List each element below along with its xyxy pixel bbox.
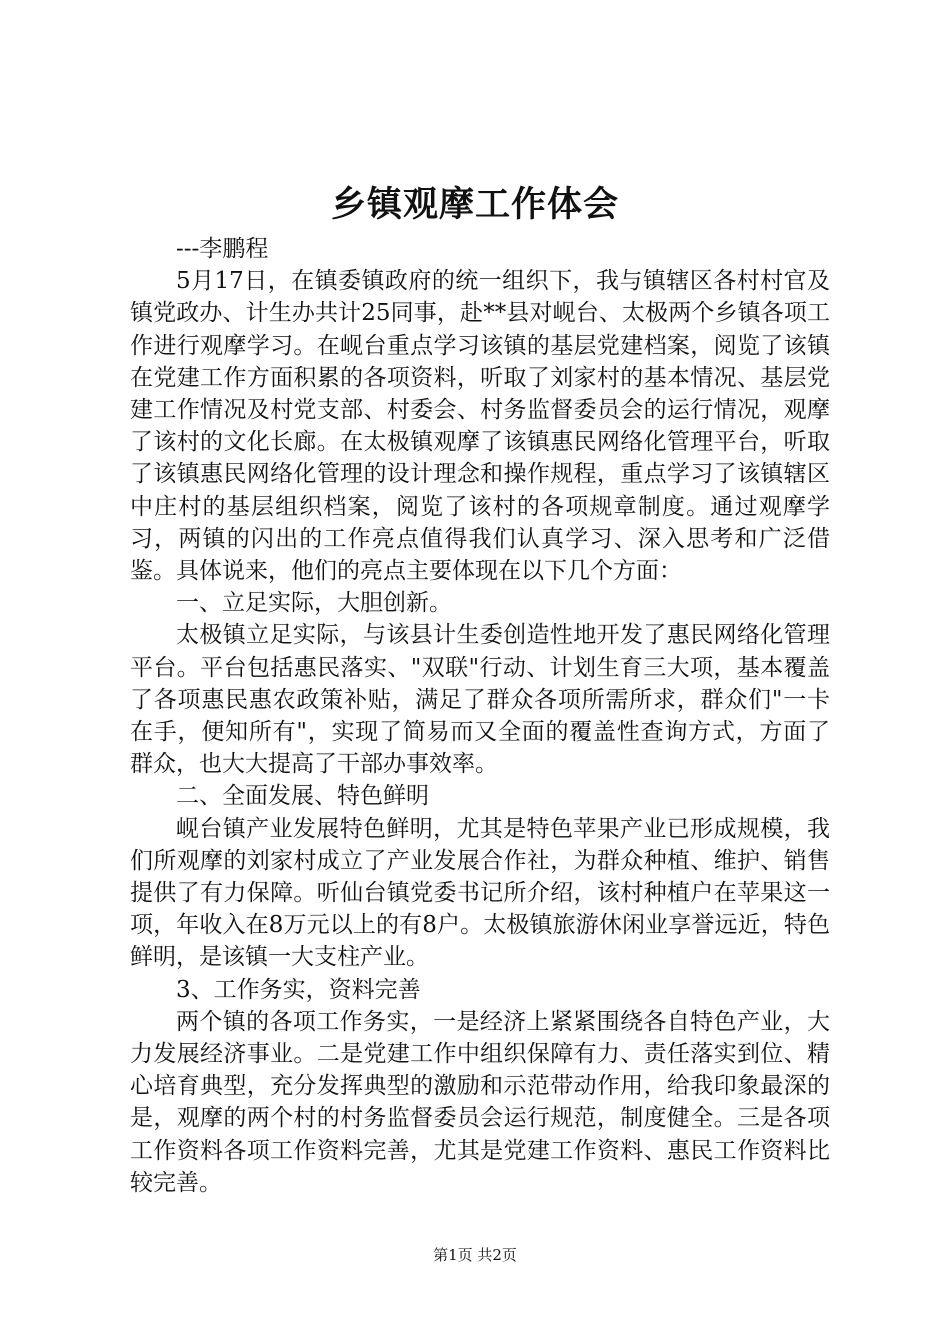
author-line: ---李鹏程: [176, 236, 269, 262]
section-heading-3: 3、工作务实，资料完善: [176, 976, 421, 1003]
page-footer: 第1页 共2页: [433, 1246, 517, 1264]
document-body: [130, 233, 830, 1199]
section-heading-1: 一、立足实际，大胆创新。: [176, 590, 452, 617]
paragraph-section-1: 太极镇立足实际，与该县计生委创造性地开发了惠民网络化管理平台。平台包括惠民落实、"双联"行动、计划生育三大项，基本覆盖了各项惠民惠农政策补贴，满足了群众各项所需所求，群众们"一卡在手，便知所有"，实现了简易而又全面的覆盖性查询方式，方面了群众，也大大提高了干部办事效率。: [130, 622, 830, 778]
section-heading-2: 二、全面发展、特色鲜明: [176, 783, 429, 810]
document-title: 乡镇观摩工作体会: [330, 184, 619, 225]
paragraph-intro: 5月17日，在镇委镇政府的统一组织下，我与镇辖区各村村官及镇党政办、计生办共计25同事，赴**县对岘台、太极两个乡镇各项工作进行观摩学习。在岘台重点学习该镇的基层党建档案，阅览了该镇在党建工作方面积累的各项资料，听取了刘家村的基本情况、基层党建工作情况及村党支部、村委会、村务监督委员会的运行情况，观摩了该村的文化长廊。在太极镇观摩了该镇惠民网络化管理平台，听取了该镇惠民网络化管理的设计理念和操作规程，重点学习了该镇辖区中庄村的基层组织档案，阅览了该村的各项规章制度。通过观摩学习，两镇的闪出的工作亮点值得我们认真学习、深入思考和广泛借鉴。具体说来，他们的亮点主要体现在以下几个方面：: [130, 268, 830, 585]
paragraph-section-3: 两个镇的各项工作务实，一是经济上紧紧围绕各自特色产业，大力发展经济事业。二是党建工作中组织保障有力、责任落实到位、精心培育典型，充分发挥典型的激励和示范带动作用，给我印象最深的是，观摩的两个村的村务监督委员会运行规范，制度健全。三是各项工作资料各项工作资料完善，尤其是党建工作资料、惠民工作资料比较完善。: [130, 1008, 830, 1196]
paragraph-section-2: 岘台镇产业发展特色鲜明，尤其是特色苹果产业已形成规模，我们所观摩的刘家村成立了产业发展合作社，为群众种植、维护、销售提供了有力保障。听仙台镇党委书记所介绍，该村种植户在苹果这一项，年收入在8万元以上的有8户。太极镇旅游休闲业享誉远近，特色鲜明，是该镇一大支柱产业。: [130, 815, 830, 971]
